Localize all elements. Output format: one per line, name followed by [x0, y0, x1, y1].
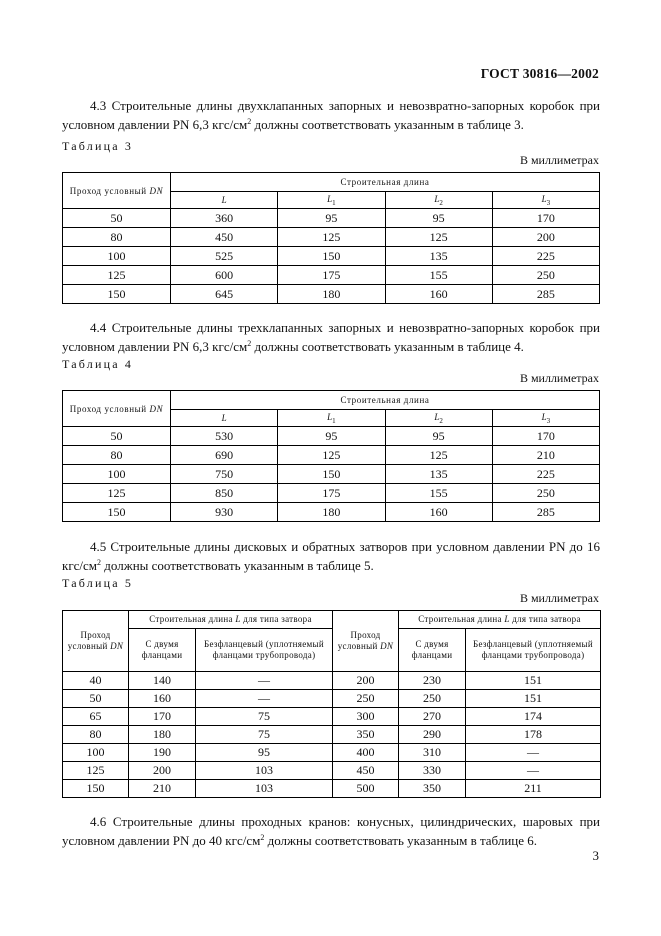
table-row — [63, 672, 601, 690]
table-row — [63, 228, 600, 247]
table-cell: 50 — [63, 427, 171, 446]
header-l: L — [171, 410, 278, 427]
table-cell: 200 — [492, 228, 599, 247]
table-row — [63, 744, 601, 762]
table-cell: 125 — [63, 484, 171, 503]
table-row — [63, 690, 601, 708]
table-cell: 230 — [399, 672, 466, 690]
table-cell: 160 — [129, 690, 196, 708]
header-l3: $L_3$ — [492, 410, 599, 427]
header-l: L — [171, 192, 278, 209]
table-cell: 690 — [171, 446, 278, 465]
table-4-caption: Таблица 4 — [62, 357, 134, 371]
table-cell: — — [196, 690, 333, 708]
table-cell: 180 — [278, 503, 385, 522]
table-cell: 210 — [492, 446, 599, 465]
table-cell: 250 — [399, 690, 466, 708]
table-cell: 125 — [63, 266, 171, 285]
table-cell: 80 — [63, 446, 171, 465]
table-cell: 930 — [171, 503, 278, 522]
section-4-3 — [62, 96, 600, 134]
table-cell: 450 — [171, 228, 278, 247]
table-4-unit: В миллиметрах — [519, 371, 599, 385]
table-cell: 150 — [63, 780, 129, 798]
table-5-unit: В миллиметрах — [519, 591, 599, 605]
table-cell: 250 — [492, 266, 599, 285]
header-dn-left: Проход условный DN — [63, 611, 129, 672]
header-l1: $L_1$ — [278, 192, 385, 209]
table-cell: 170 — [492, 209, 599, 228]
header-group: Строительная длина — [171, 173, 600, 192]
section-4-4 — [62, 318, 600, 356]
table-row — [63, 285, 600, 304]
section-text-tail: должны соответствовать указанным в таблице 5. — [101, 558, 374, 573]
header-group-right: Строительная длина L для типа затвора — [399, 611, 601, 629]
table-cell: 225 — [492, 247, 599, 266]
header-l2: $L_2$ — [385, 192, 492, 209]
table-cell: — — [466, 762, 601, 780]
table-cell: 200 — [333, 672, 399, 690]
table-row — [63, 708, 601, 726]
header-l2: $L_2$ — [385, 410, 492, 427]
section-4-6 — [62, 812, 600, 850]
table-cell: 65 — [63, 708, 129, 726]
table-cell: 95 — [385, 427, 492, 446]
superscript: 2 — [247, 339, 252, 348]
document-header: ГОСТ 30816—2002 — [480, 66, 599, 81]
table-cell: 525 — [171, 247, 278, 266]
table-cell: 150 — [278, 465, 385, 484]
table-cell: 180 — [278, 285, 385, 304]
header-dn-right: Проход условный DN — [333, 611, 399, 672]
table-cell: 290 — [399, 726, 466, 744]
table-cell: 645 — [171, 285, 278, 304]
table-row — [63, 247, 600, 266]
table-cell: 140 — [129, 672, 196, 690]
table-cell: 175 — [278, 266, 385, 285]
table-cell: 750 — [171, 465, 278, 484]
table-cell: 330 — [399, 762, 466, 780]
table-cell: 170 — [492, 427, 599, 446]
table-row — [63, 446, 600, 465]
table-row — [63, 427, 600, 446]
section-text: 4.5 Строительные длины дисковых и обратных затворов при условном давлении PN до 16 кгс/см — [62, 539, 600, 573]
table-3-caption: Таблица 3 — [62, 139, 134, 153]
superscript: 2 — [97, 558, 102, 567]
table-cell: 151 — [466, 672, 601, 690]
section-text-tail: должны соответствовать указанным в таблице 3. — [251, 117, 524, 132]
header-flanged-right: С двумя фланцами — [399, 629, 466, 672]
table-cell: 155 — [385, 484, 492, 503]
table-cell: 160 — [385, 503, 492, 522]
table-cell: 190 — [129, 744, 196, 762]
table-cell: 211 — [466, 780, 601, 798]
header-group-left: Строительная длина L для типа затвора — [129, 611, 333, 629]
table-cell: 150 — [63, 503, 171, 522]
table-cell: 100 — [63, 744, 129, 762]
header-flangeless-left: Безфланцевый (уплотняемый фланцами трубопровода) — [196, 629, 333, 672]
page-number: 3 — [592, 848, 599, 863]
table-cell: 40 — [63, 672, 129, 690]
section-text: 4.3 Строительные длины двухклапанных запорных и невозвратно-запорных коробок при условном давлении PN 6,3 кгс/см — [62, 98, 600, 132]
table-cell: 350 — [399, 780, 466, 798]
header-l3: $L_3$ — [492, 192, 599, 209]
table-row — [63, 762, 601, 780]
table-cell: 180 — [129, 726, 196, 744]
table-4 — [62, 390, 600, 522]
table-5 — [62, 610, 601, 798]
table-cell: 285 — [492, 285, 599, 304]
table-cell: 95 — [278, 427, 385, 446]
table-cell: 125 — [385, 446, 492, 465]
table-row — [63, 209, 600, 228]
table-cell: 80 — [63, 726, 129, 744]
table-cell: 250 — [333, 690, 399, 708]
table-row — [63, 780, 601, 798]
header-l1: $L_1$ — [278, 410, 385, 427]
table-cell: 500 — [333, 780, 399, 798]
section-text-tail: должны соответствовать указанным в таблице 6. — [264, 833, 538, 848]
header-flangeless-right: Безфланцевый (уплотняемый фланцами трубопровода) — [466, 629, 601, 672]
section-4-5 — [62, 537, 600, 575]
table-cell: 75 — [196, 708, 333, 726]
table-cell: 135 — [385, 465, 492, 484]
table-row — [63, 266, 600, 285]
table-cell: 95 — [385, 209, 492, 228]
table-cell: 50 — [63, 690, 129, 708]
table-cell: 125 — [63, 762, 129, 780]
table-cell: 125 — [278, 228, 385, 247]
section-text: 4.4 Строительные длины трехклапанных запорных и невозвратно-запорных коробок при условном давлении PN 6,3 кгс/см — [62, 320, 600, 354]
table-cell: 100 — [63, 247, 171, 266]
table-cell: 400 — [333, 744, 399, 762]
table-cell: 200 — [129, 762, 196, 780]
table-row — [63, 726, 601, 744]
table-cell: — — [196, 672, 333, 690]
superscript: 2 — [260, 833, 265, 842]
table-3 — [62, 172, 600, 304]
table-3-body — [63, 209, 600, 304]
table-cell: 150 — [63, 285, 171, 304]
header-dn: Проход условный DN — [63, 391, 171, 427]
table-cell: 75 — [196, 726, 333, 744]
table-cell: 170 — [129, 708, 196, 726]
table-cell: 150 — [278, 247, 385, 266]
table-cell: 175 — [278, 484, 385, 503]
table-5-body — [63, 672, 601, 798]
table-cell: 250 — [492, 484, 599, 503]
table-cell: 174 — [466, 708, 601, 726]
table-cell: 100 — [63, 465, 171, 484]
section-text: 4.6 Строительные длины проходных кранов: конусных, цилиндрических, шаровых при условном давлении PN до 40 кгс/см — [62, 814, 600, 848]
table-cell: 178 — [466, 726, 601, 744]
table-3-unit: В миллиметрах — [519, 153, 599, 167]
table-cell: 103 — [196, 780, 333, 798]
table-cell: 135 — [385, 247, 492, 266]
table-cell: 360 — [171, 209, 278, 228]
table-cell: — — [466, 744, 601, 762]
table-cell: 600 — [171, 266, 278, 285]
table-5-caption: Таблица 5 — [62, 576, 134, 590]
table-4-body — [63, 427, 600, 522]
table-cell: 80 — [63, 228, 171, 247]
table-row — [63, 484, 600, 503]
table-cell: 350 — [333, 726, 399, 744]
table-cell: 50 — [63, 209, 171, 228]
table-cell: 210 — [129, 780, 196, 798]
table-cell: 850 — [171, 484, 278, 503]
table-cell: 225 — [492, 465, 599, 484]
table-cell: 125 — [278, 446, 385, 465]
table-cell: 125 — [385, 228, 492, 247]
table-row — [63, 465, 600, 484]
section-text-tail: должны соответствовать указанным в таблице 4. — [251, 339, 524, 354]
table-row — [63, 503, 600, 522]
table-cell: 155 — [385, 266, 492, 285]
table-cell: 285 — [492, 503, 599, 522]
table-cell: 300 — [333, 708, 399, 726]
table-cell: 151 — [466, 690, 601, 708]
table-cell: 310 — [399, 744, 466, 762]
table-cell: 530 — [171, 427, 278, 446]
table-cell: 160 — [385, 285, 492, 304]
superscript: 2 — [247, 117, 252, 126]
table-cell: 450 — [333, 762, 399, 780]
header-flanged-left: С двумя фланцами — [129, 629, 196, 672]
header-group: Строительная длина — [171, 391, 600, 410]
table-cell: 95 — [278, 209, 385, 228]
header-dn: Проход условный DN — [63, 173, 171, 209]
table-cell: 270 — [399, 708, 466, 726]
table-cell: 95 — [196, 744, 333, 762]
table-cell: 103 — [196, 762, 333, 780]
